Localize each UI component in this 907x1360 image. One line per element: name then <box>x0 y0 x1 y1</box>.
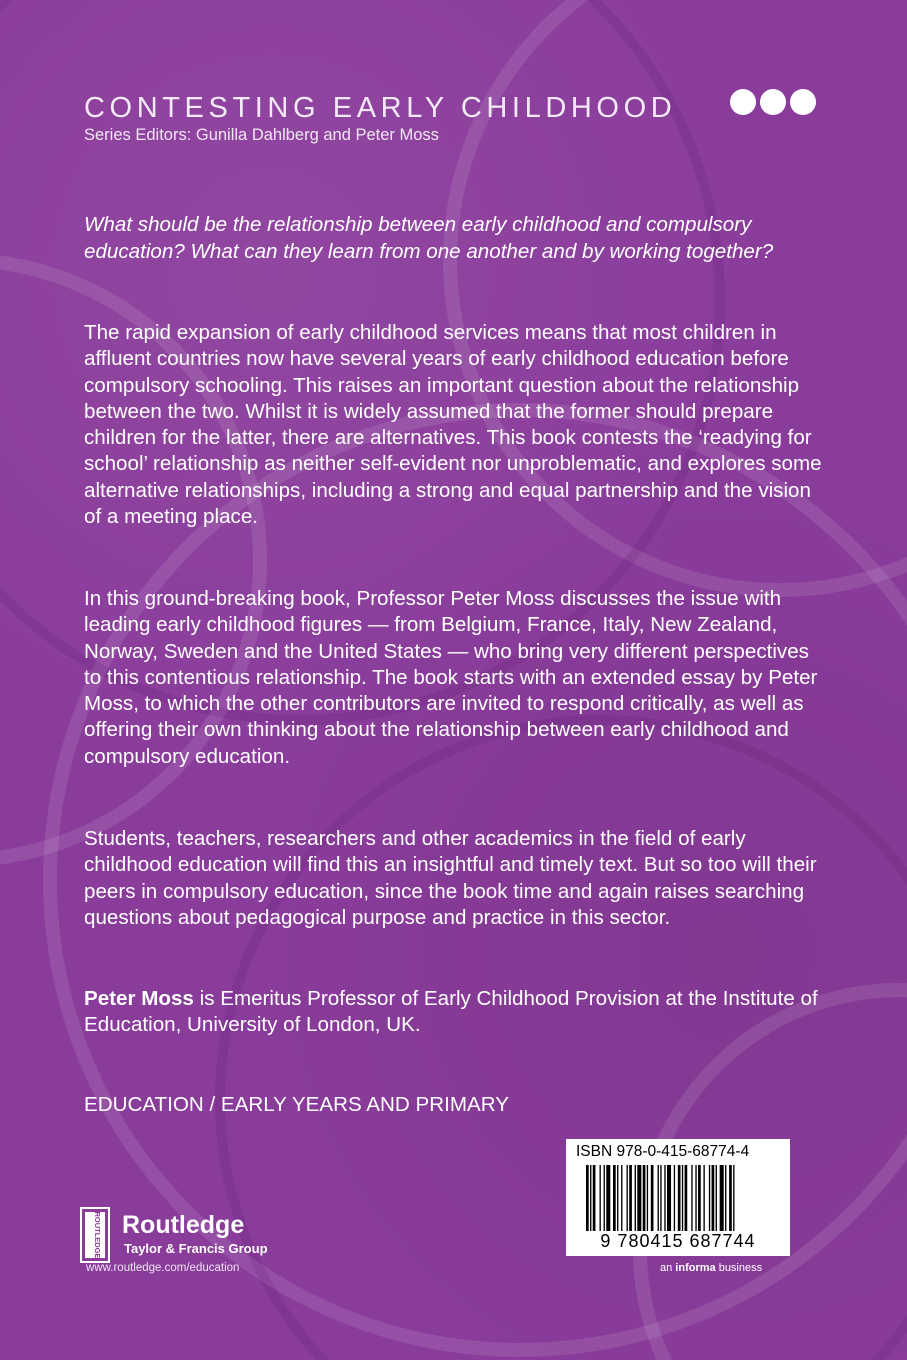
barcode-bar <box>621 1165 622 1231</box>
tagline-suffix: business <box>715 1262 763 1274</box>
barcode-bar <box>643 1165 646 1231</box>
tagline-prefix: an <box>660 1262 676 1274</box>
barcode-bar <box>725 1165 726 1231</box>
barcode-bar <box>604 1165 605 1231</box>
barcode-bar <box>695 1165 696 1231</box>
series-editors: Series Editors: Gunilla Dahlberg and Peter Moss <box>84 126 439 144</box>
description-paragraph-2: In this ground-breaking book, Professor Peter Moss discusses the issue with leading early childhood figures — from Belgium, France, Italy, New Zealand, Norway, Sweden and the United States — who bring very different perspectives to this contentious relationship. The book starts with an extended essay by Peter Moss, to which the other contributors are invited to respond critically, as well as offering their own thinking about the relationship between early childhood and compulsory education. <box>84 587 818 768</box>
publisher-url: www.routledge.com/education <box>86 1262 240 1274</box>
barcode-bar <box>674 1165 675 1231</box>
logo-text: ROUTLEDGE <box>93 1211 102 1259</box>
informa-tagline <box>660 1262 762 1274</box>
barcode-bar <box>627 1165 628 1231</box>
barcode-bar <box>678 1165 681 1231</box>
routledge-logo-icon <box>80 1207 110 1263</box>
publisher-name: Routledge <box>122 1211 245 1239</box>
circle-icon <box>760 89 786 115</box>
barcode-bar <box>629 1165 632 1231</box>
description-paragraph-3: Students, teachers, researchers and other academics in the field of early childhood education will find this an insightful and timely text. But so too will their peers in compulsory education, since the book time and again raises searching questions about pedagogical purpose and practice in this sector. <box>84 827 817 929</box>
barcode-bar <box>651 1165 654 1231</box>
barcode-bar <box>586 1165 589 1231</box>
isbn-barcode <box>566 1139 790 1256</box>
barcode-bar <box>617 1165 618 1231</box>
barcode-bar <box>703 1165 704 1231</box>
publisher-group: Taylor & Francis Group <box>124 1241 268 1256</box>
barcode-bar <box>729 1165 732 1231</box>
barcode-bar <box>647 1165 648 1231</box>
barcode-digits: 9 780415 687744 <box>600 1231 756 1251</box>
barcode-bar <box>733 1165 734 1231</box>
subject-category: EDUCATION / EARLY YEARS AND PRIMARY <box>84 1093 509 1116</box>
author-name: Peter Moss <box>84 987 194 1010</box>
barcode-bars <box>586 1165 776 1231</box>
barcode-bar <box>600 1165 601 1231</box>
barcode-bar <box>660 1165 661 1231</box>
barcode-bar <box>664 1165 665 1231</box>
author-bio <box>84 986 824 1039</box>
barcode-bar <box>685 1165 688 1231</box>
barcode-bar <box>667 1165 671 1231</box>
circle-icon <box>730 89 756 115</box>
series-title: CONTESTING EARLY CHILDHOOD <box>84 92 677 124</box>
description-paragraph-1: The rapid expansion of early childhood services means that most children in affluent countries now have several years of early childhood education before compulsory schooling. This raises an important question about the relationship between the two. Whilst it is widely assumed that the former should prepare children for the latter, there are alternatives. This book contests the ‘readying for school’ relationship as neither self-evident nor unproblematic, and explores some alternative relationships, including a strong and equal partnership and the vision of a meeting place. <box>84 321 822 529</box>
tagline-brand: informa <box>675 1262 716 1274</box>
series-dots <box>730 89 816 117</box>
barcode-bar <box>712 1165 715 1231</box>
barcode-bar <box>720 1165 724 1231</box>
barcode-bar <box>606 1165 610 1231</box>
barcode-bar <box>658 1165 659 1231</box>
isbn-label: ISBN 978-0-415-68774-4 <box>576 1143 750 1160</box>
barcode-bar <box>593 1165 596 1231</box>
barcode-bar <box>590 1165 591 1231</box>
circle-icon <box>790 89 816 115</box>
barcode-bar <box>698 1165 701 1231</box>
barcode-bar <box>716 1165 717 1231</box>
barcode-bar <box>637 1165 641 1231</box>
barcode-bar <box>635 1165 636 1231</box>
author-bio-text: is Emeritus Professor of Early Childhood Provision at the Institute of Education, University of London, UK. <box>84 987 818 1037</box>
intro-question: What should be the relationship between early childhood and compulsory education? What can they learn from one another and by working together? <box>84 213 774 263</box>
barcode-bar <box>691 1165 692 1231</box>
barcode-bar <box>613 1165 616 1231</box>
barcode-bar <box>709 1165 710 1231</box>
barcode-bar <box>682 1165 683 1231</box>
